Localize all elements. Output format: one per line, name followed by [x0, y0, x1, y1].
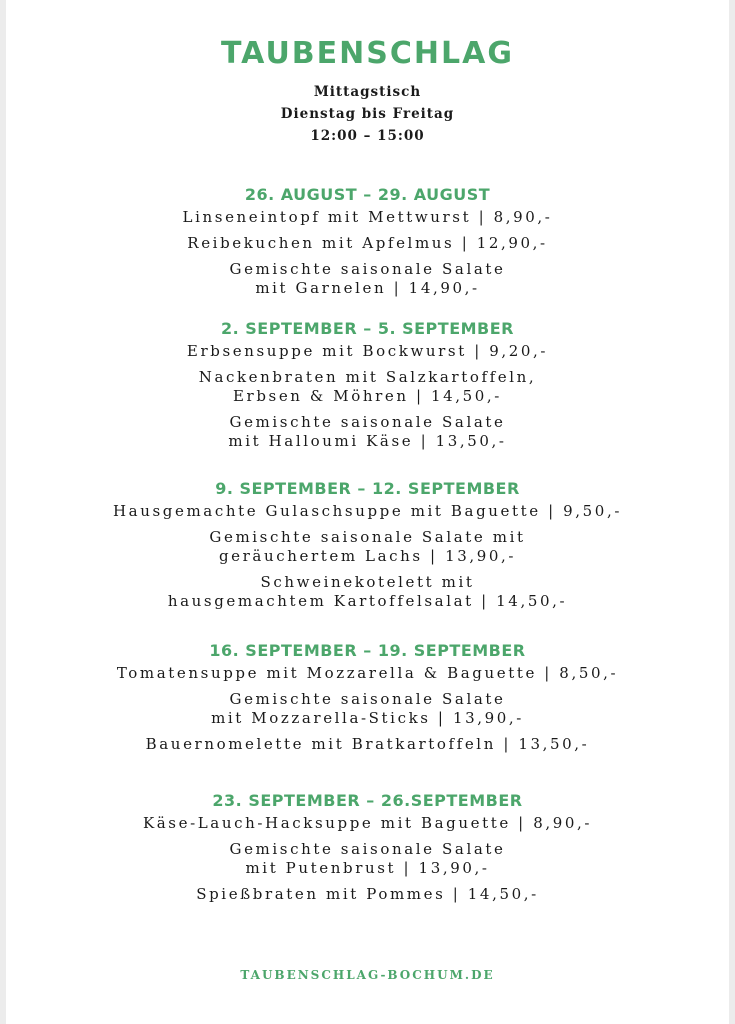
- week-heading: 23. SEPTEMBER – 26.SEPTEMBER: [212, 791, 523, 810]
- menu-item-line: Erbsen & Möhren | 14,50,-: [233, 387, 502, 405]
- menu-item-line: Spießbraten mit Pommes | 14,50,-: [196, 885, 539, 903]
- menu-item-line: mit Garnelen | 14,90,-: [255, 279, 480, 297]
- week-section: [6, 790, 729, 911]
- menu-item-line: Erbsensuppe mit Bockwurst | 9,20,-: [186, 342, 549, 360]
- menu-item-line: Gemischte saisonale Salate: [229, 413, 506, 431]
- menu-item-line: Käse-Lauch-Hacksuppe mit Baguette | 8,90,-: [142, 814, 593, 832]
- menu-item: [6, 528, 729, 566]
- subtitle-lunch: Mittagstisch: [313, 84, 422, 100]
- menu-item-line: mit Putenbrust | 13,90,-: [245, 859, 490, 877]
- menu-item: [6, 814, 729, 833]
- subtitle-days: Dienstag bis Freitag: [280, 106, 455, 122]
- week-heading: 26. AUGUST – 29. AUGUST: [244, 185, 491, 204]
- menu-item: [6, 690, 729, 728]
- menu-item: [6, 342, 729, 361]
- week-heading: 16. SEPTEMBER – 19. SEPTEMBER: [209, 641, 526, 660]
- menu-item: [6, 885, 729, 904]
- menu-item-line: Schweinekotelett mit: [260, 573, 475, 591]
- week-section: [6, 640, 729, 761]
- menu-item: [6, 573, 729, 611]
- week-section: [6, 184, 729, 305]
- menu-item: [6, 664, 729, 683]
- menu-item: [6, 735, 729, 754]
- menu-item: [6, 413, 729, 451]
- menu-item-line: hausgemachtem Kartoffelsalat | 14,50,-: [167, 592, 568, 610]
- website-link[interactable]: TAUBENSCHLAG-BOCHUM.DE: [240, 968, 495, 982]
- subtitle-hours: 12:00 – 15:00: [310, 128, 425, 144]
- menu-item: [6, 260, 729, 298]
- menu-item-line: Gemischte saisonale Salate mit: [209, 528, 526, 546]
- menu-item: [6, 840, 729, 878]
- menu-item: [6, 234, 729, 253]
- restaurant-title: TAUBENSCHLAG: [221, 36, 514, 71]
- menu-item-line: Bauernomelette mit Bratkartoffeln | 13,50,-: [145, 735, 590, 753]
- menu-item-line: Gemischte saisonale Salate: [229, 690, 506, 708]
- menu-item: [6, 208, 729, 227]
- week-section: [6, 478, 729, 618]
- menu-item-line: Nackenbraten mit Salzkartoffeln,: [198, 368, 537, 386]
- menu-item: [6, 502, 729, 521]
- menu-item-line: Gemischte saisonale Salate: [229, 840, 506, 858]
- menu-item-line: Reibekuchen mit Apfelmus | 12,90,-: [187, 234, 548, 252]
- menu-item: [6, 368, 729, 406]
- menu-item-line: mit Halloumi Käse | 13,50,-: [228, 432, 507, 450]
- menu-item-line: mit Mozzarella-Sticks | 13,90,-: [211, 709, 524, 727]
- menu-item-line: Gemischte saisonale Salate: [229, 260, 506, 278]
- week-heading: 9. SEPTEMBER – 12. SEPTEMBER: [215, 479, 520, 498]
- menu-item-line: Tomatensuppe mit Mozzarella & Baguette | 8,50,-: [116, 664, 619, 682]
- menu-item-line: geräuchertem Lachs | 13,90,-: [218, 547, 517, 565]
- menu-item-line: Linseneintopf mit Mettwurst | 8,90,-: [182, 208, 553, 226]
- menu-item-line: Hausgemachte Gulaschsuppe mit Baguette | 9,50,-: [113, 502, 622, 520]
- week-section: [6, 318, 729, 458]
- week-heading: 2. SEPTEMBER – 5. SEPTEMBER: [221, 319, 514, 338]
